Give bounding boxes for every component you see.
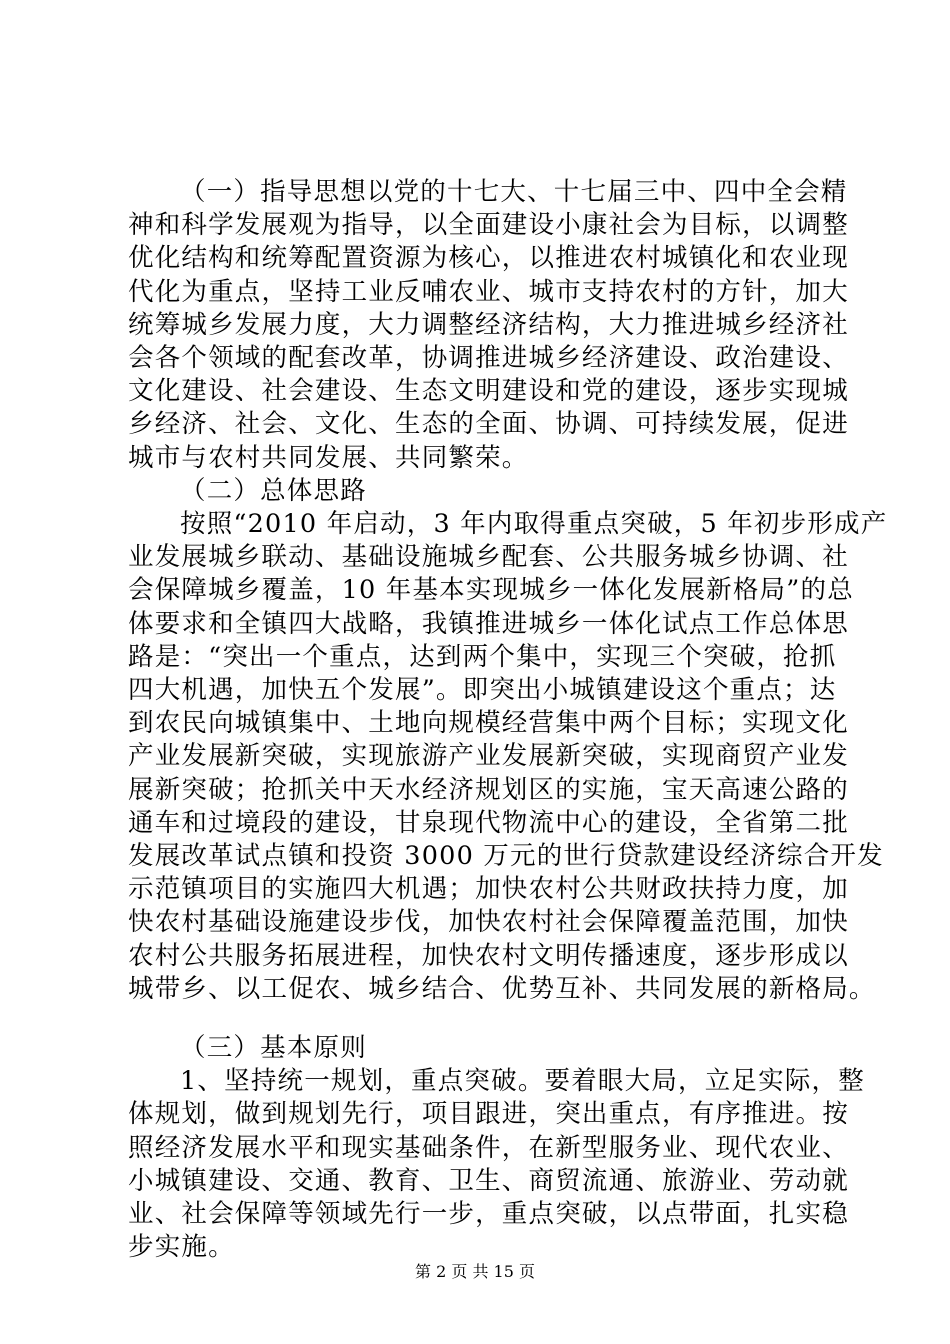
- paragraph-3-line-6: 步实施。: [128, 1232, 235, 1262]
- paragraph-1-line-2: 神和科学发展观为指导，以全面建设小康社会为目标，以调整: [128, 210, 849, 240]
- paragraph-1-line-3: 优化结构和统筹配置资源为核心，以推进农村城镇化和农业现: [128, 243, 849, 273]
- paragraph-3-line-4: 小城镇建设、交通、教育、卫生、商贸流通、旅游业、劳动就: [128, 1166, 849, 1196]
- paragraph-2-line-3: 会保障城乡覆盖，10 年基本实现城乡一体化发展新格局”的总: [128, 575, 854, 605]
- paragraph-2-line-9: 展新突破；抢抓关中天水经济规划区的实施，宝天高速公路的: [128, 775, 849, 805]
- paragraph-2-line-5: 路是：“突出一个重点，达到两个集中，实现三个突破，抢抓: [128, 642, 837, 672]
- paragraph-1-line-9: 城市与农村共同发展、共同繁荣。: [128, 443, 529, 473]
- paragraph-2-line-12: 示范镇项目的实施四大机遇；加快农村公共财政扶持力度，加: [128, 874, 849, 904]
- paragraph-1-line-7: 文化建设、社会建设、生态文明建设和党的建设，逐步实现城: [128, 376, 849, 406]
- section-heading-overall-approach: （二）总体思路: [180, 476, 367, 506]
- paragraph-2-line-6: 四大机遇，加快五个发展”。即突出小城镇建设这个重点；达: [128, 675, 837, 705]
- paragraph-2-line-2: 业发展城乡联动、基础设施城乡配套、公共服务城乡协调、社: [128, 542, 849, 572]
- paragraph-1-line-4: 代化为重点，坚持工业反哺农业、城市支持农村的方针，加大: [128, 277, 849, 307]
- paragraph-1-line-6: 会各个领域的配套改革，协调推进城乡经济建设、政治建设、: [128, 343, 849, 373]
- paragraph-1-line-1: （一）指导思想以党的十七大、十七届三中、四中全会精: [180, 177, 848, 207]
- paragraph-2-line-8: 产业发展新突破，实现旅游产业发展新突破，实现商贸产业发: [128, 741, 849, 771]
- paragraph-1-line-5: 统筹城乡发展力度，大力调整经济结构，大力推进城乡经济社: [128, 310, 849, 340]
- paragraph-2-line-13: 快农村基础设施建设步伐，加快农村社会保障覆盖范围，加快: [128, 907, 849, 937]
- page-footer: 第 2 页 共 15 页: [415, 1262, 535, 1281]
- paragraph-2-line-10: 通车和过境段的建设，甘泉现代物流中心的建设，全省第二批: [128, 808, 849, 838]
- paragraph-2-line-11: 发展改革试点镇和投资 3000 万元的世行贷款建设经济综合开发: [128, 841, 884, 871]
- paragraph-2-line-4: 体要求和全镇四大战略，我镇推进城乡一体化试点工作总体思: [128, 609, 849, 639]
- paragraph-3-line-5: 业、社会保障等领域先行一步，重点突破，以点带面，扎实稳: [128, 1199, 849, 1229]
- paragraph-2-line-15: 城带乡、以工促农、城乡结合、优势互补、共同发展的新格局。: [128, 974, 876, 1004]
- paragraph-2-line-7: 到农民向城镇集中、土地向规模经营集中两个目标；实现文化: [128, 708, 849, 738]
- paragraph-3-line-2: 体规划，做到规划先行，项目跟进，突出重点，有序推进。按: [128, 1099, 849, 1129]
- section-heading-basic-principles: （三）基本原则: [180, 1033, 367, 1063]
- paragraph-3-line-1: 1、坚持统一规划，重点突破。要着眼大局，立足实际，整: [180, 1066, 865, 1096]
- paragraph-2-line-14: 农村公共服务拓展进程，加快农村文明传播速度，逐步形成以: [128, 941, 849, 971]
- paragraph-3-line-3: 照经济发展水平和现实基础条件，在新型服务业、现代农业、: [128, 1133, 849, 1163]
- paragraph-1-line-8: 乡经济、社会、文化、生态的全面、协调、可持续发展，促进: [128, 409, 849, 439]
- paragraph-2-line-1: 按照“2010 年启动，3 年内取得重点突破，5 年初步形成产: [180, 509, 888, 539]
